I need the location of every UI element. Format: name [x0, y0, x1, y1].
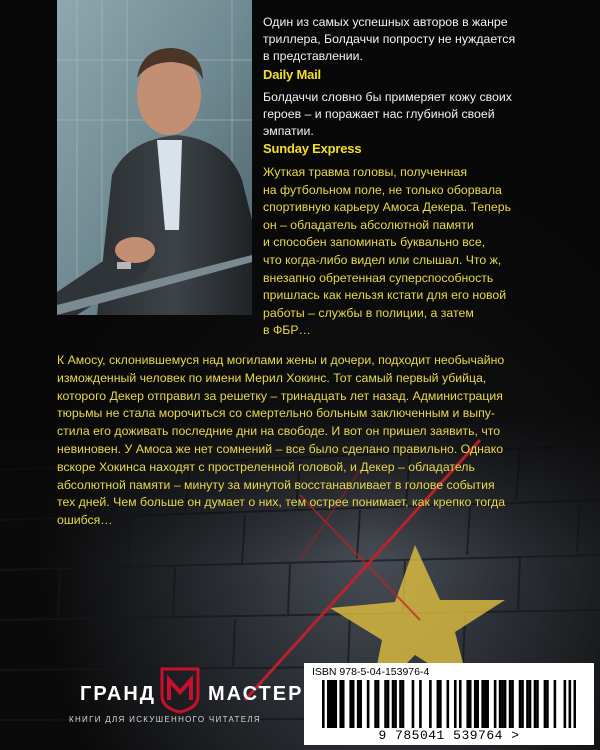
barcode-bar — [564, 680, 567, 728]
barcode-bar — [466, 680, 469, 728]
barcode-bar — [511, 680, 514, 728]
barcode-bar — [357, 680, 360, 728]
review-source-sunday-express: Sunday Express — [263, 141, 362, 156]
logo-word-grand: ГРАНД — [80, 683, 157, 705]
barcode-bar — [481, 680, 484, 728]
barcode-bar — [374, 680, 377, 728]
barcode-bar — [339, 680, 342, 728]
review-quote-2: Болдаччи словно бы примеряет кожу своих героев – и поражает нас глубиной своей эмпатии. — [263, 90, 512, 139]
logo-word-master: МАСТЕР — [208, 683, 304, 705]
publisher-logo — [62, 661, 304, 731]
author-photo — [57, 0, 252, 315]
barcode-bar — [484, 680, 487, 728]
barcode-bar — [387, 680, 390, 728]
barcode-bar — [349, 680, 352, 728]
barcode-bar — [529, 680, 532, 728]
barcode-bar — [554, 680, 557, 728]
barcode-bar — [342, 680, 345, 728]
barcode-panel — [304, 663, 594, 745]
logo-shield-icon — [159, 666, 201, 714]
barcode-bar — [526, 680, 529, 728]
barcode-bar — [509, 680, 512, 728]
barcode-bar — [327, 680, 330, 728]
isbn-text: ISBN 978-5-04-153976-4 — [312, 666, 430, 678]
barcode-bar — [377, 680, 380, 728]
barcode-bar — [419, 680, 422, 728]
barcode-bar — [437, 680, 440, 728]
barcode-bar — [359, 680, 362, 728]
barcode-bar — [352, 680, 355, 728]
barcode-bar — [447, 680, 450, 728]
barcode-bar — [574, 680, 576, 728]
barcode-bar — [546, 680, 549, 728]
barcode-bar — [454, 680, 457, 728]
barcode-bar — [534, 680, 537, 728]
barcode-bar — [392, 680, 395, 728]
barcode-bar — [544, 680, 547, 728]
barcode-bar — [439, 680, 442, 728]
barcode-bar — [499, 680, 502, 728]
barcode-bar — [476, 680, 479, 728]
barcode-bar — [332, 680, 335, 728]
barcode-bar — [474, 680, 477, 728]
barcode-bar — [494, 680, 497, 728]
barcode-bar — [486, 680, 489, 728]
barcode-bar — [469, 680, 472, 728]
barcode-bar — [504, 680, 507, 728]
barcode-bar — [459, 680, 462, 728]
barcode-bar — [501, 680, 504, 728]
barcode-bar — [384, 680, 387, 728]
publisher-tagline: КНИГИ ДЛЯ ИСКУШЕННОГО ЧИТАТЕЛЯ — [69, 715, 261, 724]
barcode-bar — [521, 680, 524, 728]
barcode-bar — [429, 680, 432, 728]
review-source-daily-mail: Daily Mail — [263, 67, 321, 82]
barcode-bar — [329, 680, 332, 728]
barcode-bar — [367, 680, 370, 728]
barcode-bar — [399, 680, 402, 728]
synopsis-paragraph: К Амосу, склонившемуся над могилами жены и дочери, подходит необычайно изможденный человек по имени Мерил Хокинс. Тот самый первый убийца, которого Декер отправил за решетку – тринадцать лет назад. Администрация тюрьмы не стала морочиться со смертельно больным заключенным и выпу- стила его доживать последние дни на свободе. И вот он пришел заявить, что невиновен. У Амоса же нет сомнений – все было сделано правильно. Однако вскоре Хокинса находят с простреленной головой, и Декер – обладатель абсолютной памяти – минуту за минутой восстанавливает в голове события тех дней. Чем больше он думает о них, тем острее понимает, как крепко тогда ошибся… — [57, 353, 506, 528]
blurb-paragraph: Жуткая травма головы, полученная на футбольном поле, не только оборвала спортивную карьеру Амоса Декера. Теперь он – обладатель абсолютной памяти и способен запоминать буквально все, что когда-либо видел или слышал. Что ж, внезапно обретенная суперспособность пришлась как нельзя кстати для его новой работы – службы в полиции, а затем в ФБР… — [263, 165, 512, 338]
barcode-bar — [412, 680, 415, 728]
ean-number: 9 785041 539764 > — [378, 728, 520, 743]
review-quote-1: Один из самых успешных авторов в жанре триллера, Болдаччи попросту не нуждается в представлении. — [263, 15, 516, 64]
barcode-bar — [569, 680, 572, 728]
barcode-bar — [394, 680, 397, 728]
barcode-bar — [322, 680, 325, 728]
barcode-bar — [334, 680, 337, 728]
barcode-bar — [536, 680, 539, 728]
barcode-bar — [519, 680, 522, 728]
barcode-bar — [402, 680, 405, 728]
barcode-image — [322, 680, 576, 728]
